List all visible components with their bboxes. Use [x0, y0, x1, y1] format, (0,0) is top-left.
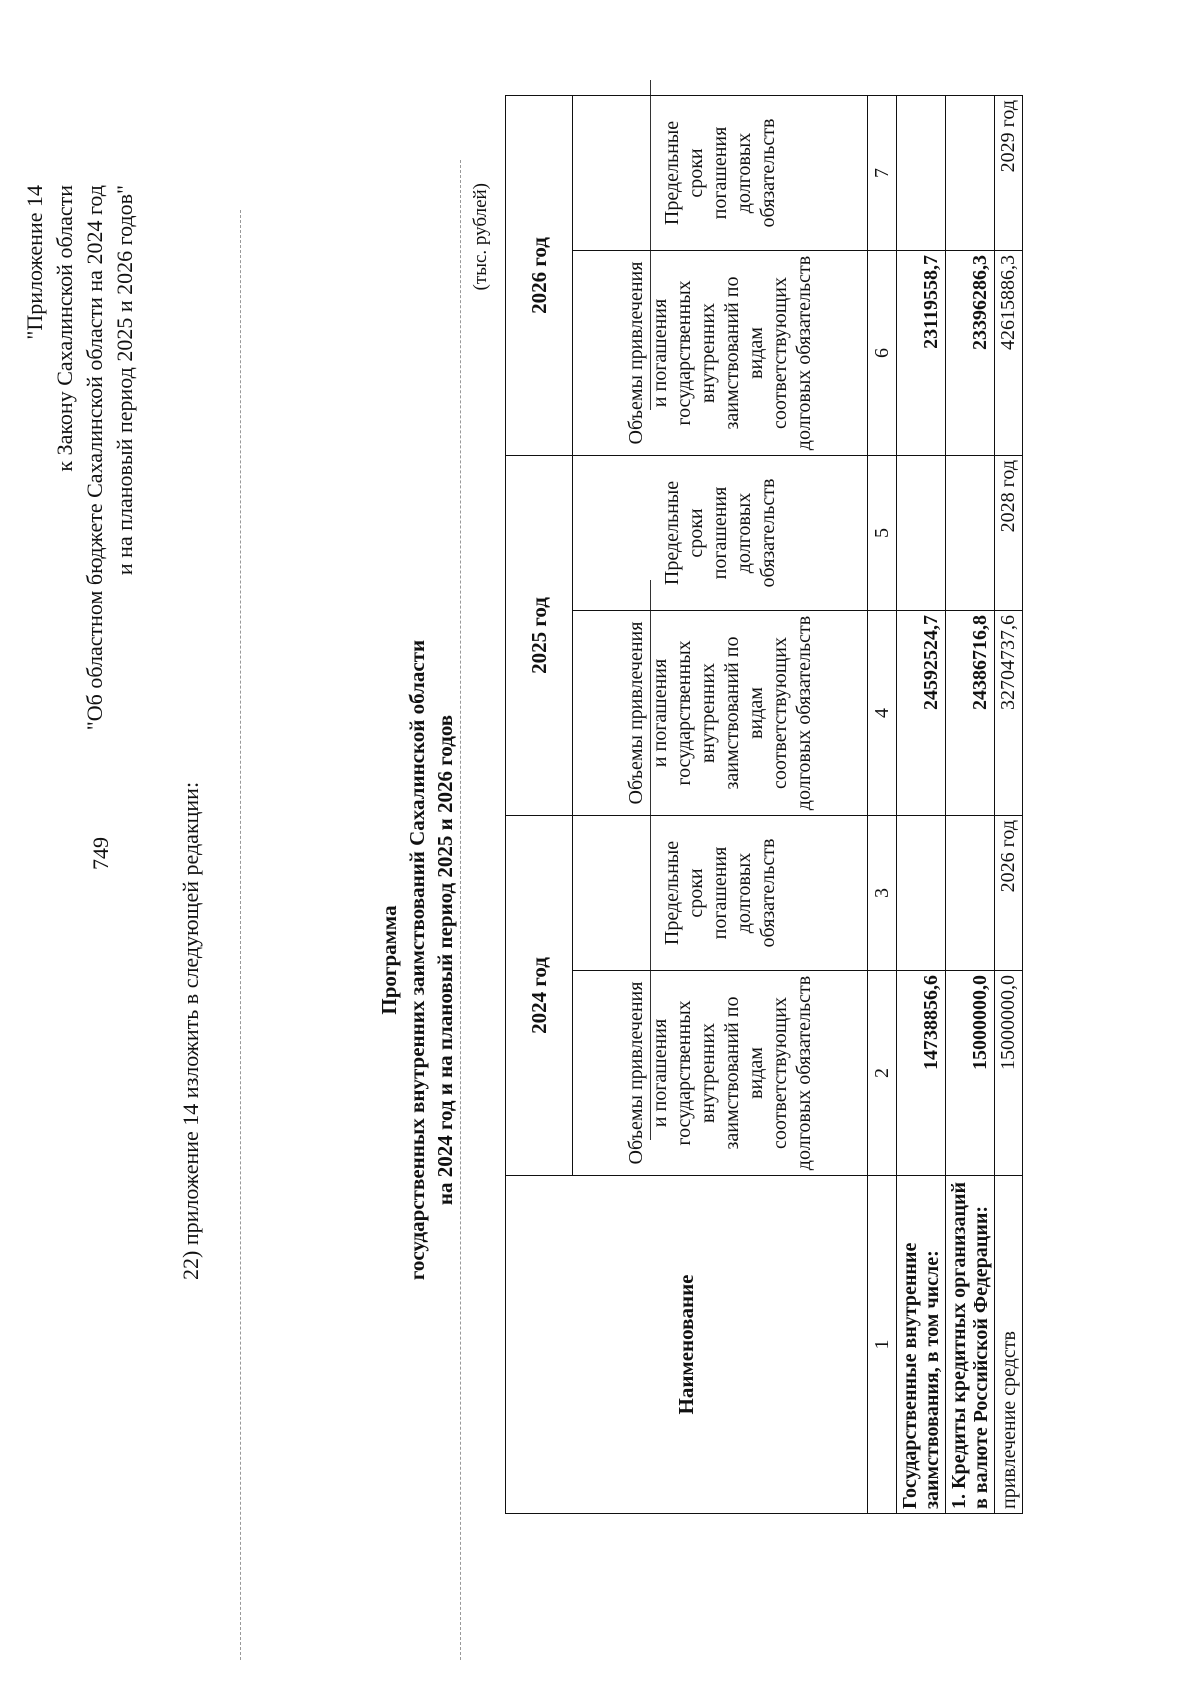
- term-column-header: Предельные сроки погашения долговых обязательств: [573, 816, 868, 971]
- borrowing-program-table: [505, 95, 1023, 1514]
- title-line: на 2024 год и на плановый период 2025 и 2026 годов: [433, 714, 457, 1206]
- column-number: 6: [868, 251, 897, 456]
- term-cell: [897, 816, 946, 971]
- page-number: 749: [88, 837, 113, 870]
- volume-cell: 23396286,3: [946, 251, 995, 456]
- term-column-header: Предельные сроки погашения долговых обязательств: [573, 456, 868, 611]
- term-cell: [897, 456, 946, 611]
- volume-cell: 42615886,3: [995, 251, 1023, 456]
- scan-artifact-dashes: [240, 210, 242, 1660]
- volume-column-header: Объемы привлечения и погашения государственных внутренних заимствований по видам соответствующих долговых обязательств: [573, 611, 868, 816]
- row-name: привлечение средств: [995, 1176, 1023, 1514]
- column-number: 7: [868, 96, 897, 251]
- table-row: [995, 96, 1023, 1514]
- volume-cell: 23119558,7: [897, 251, 946, 456]
- term-cell: 2028 год: [995, 456, 1023, 611]
- column-number: 1: [868, 1176, 897, 1514]
- volume-column-header: Объемы привлечения и погашения государственных внутренних заимствований по видам соответствующих долговых обязательств: [573, 971, 868, 1176]
- term-cell: 2026 год: [995, 816, 1023, 971]
- unit-label: (тыс. рублей): [470, 183, 491, 291]
- amendment-text: 22) приложение 14 изложить в следующей редакции:: [178, 781, 203, 1280]
- row-name: Государственные внутренние заимствования, в том числе:: [897, 1176, 946, 1514]
- appendix-header-line: "Об областном бюджете Сахалинской области на 2024 год: [82, 185, 107, 731]
- volume-cell: 15000000,0: [946, 971, 995, 1176]
- volume-cell: 24386716,8: [946, 611, 995, 816]
- document-title: [375, 550, 459, 1370]
- appendix-header-line: и на плановый период 2025 и 2026 годов": [112, 185, 137, 576]
- term-cell: [946, 816, 995, 971]
- volume-cell: 24592524,7: [897, 611, 946, 816]
- column-number-row: [868, 96, 897, 1514]
- column-number: 3: [868, 816, 897, 971]
- term-cell: [897, 96, 946, 251]
- column-number: 2: [868, 971, 897, 1176]
- appendix-header-line: "Приложение 14: [22, 185, 47, 340]
- volume-cell: 14738856,6: [897, 971, 946, 1176]
- year-header-2025: 2025 год: [506, 456, 573, 816]
- appendix-header: [20, 185, 140, 730]
- volume-cell: 32704737,6: [995, 611, 1023, 816]
- table-row: [897, 96, 946, 1514]
- column-number: 4: [868, 611, 897, 816]
- appendix-header-line: к Закону Сахалинской области: [52, 185, 77, 472]
- table-header-row: [506, 96, 573, 1514]
- volume-column-header: Объемы привлечения и погашения государственных внутренних заимствований по видам соответствующих долговых обязательств: [573, 251, 868, 456]
- name-column-header: Наименование: [506, 1176, 868, 1514]
- year-header-2026: 2026 год: [506, 96, 573, 456]
- row-name: 1. Кредиты кредитных организаций в валюте Российской Федерации:: [946, 1176, 995, 1514]
- table-row: [946, 96, 995, 1514]
- term-column-header: Предельные сроки погашения долговых обязательств: [573, 96, 868, 251]
- title-line: государственных внутренних заимствований Сахалинской области: [405, 639, 429, 1281]
- volume-cell: 15000000,0: [995, 971, 1023, 1176]
- title-line: Программа: [377, 905, 401, 1015]
- term-cell: [946, 96, 995, 251]
- term-cell: [946, 456, 995, 611]
- scan-artifact-dashes: [460, 160, 462, 1660]
- column-number: 5: [868, 456, 897, 611]
- year-header-2024: 2024 год: [506, 816, 573, 1176]
- term-cell: 2029 год: [995, 96, 1023, 251]
